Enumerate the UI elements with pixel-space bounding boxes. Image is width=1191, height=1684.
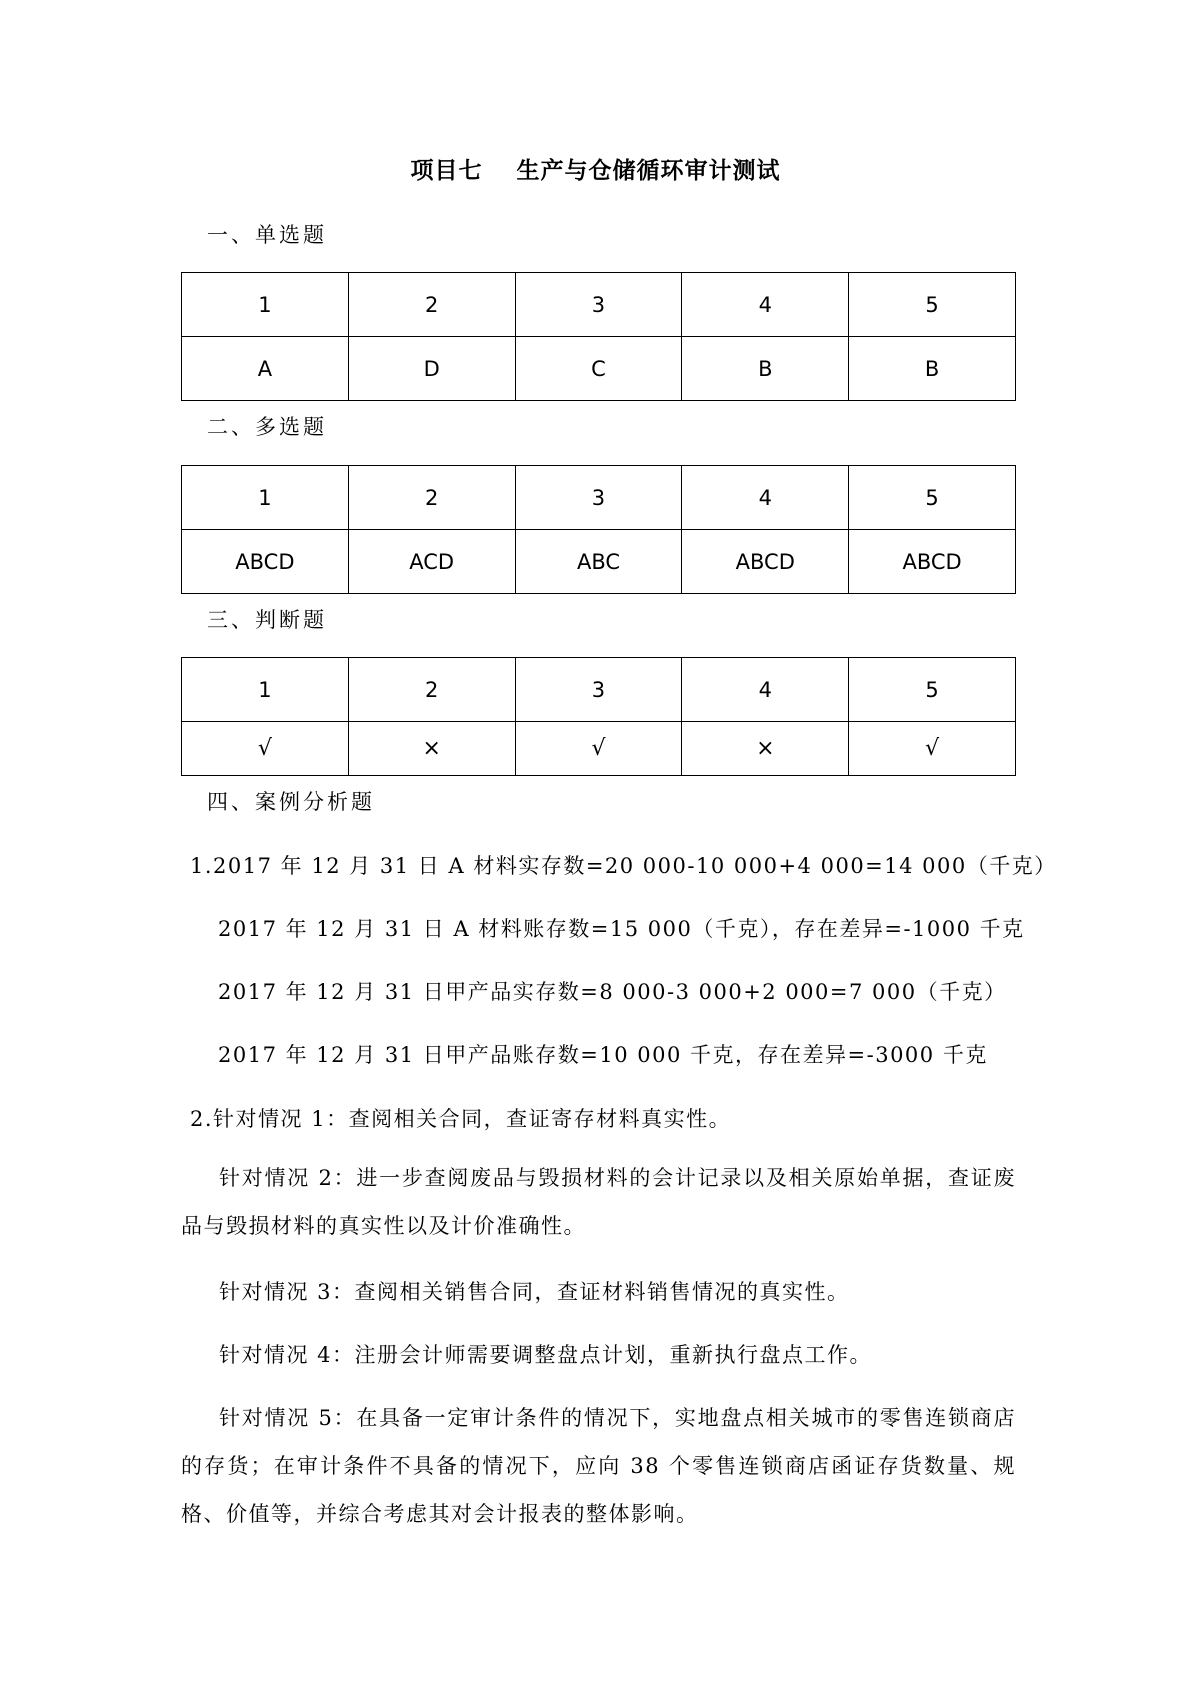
title-project: 项目七 (410, 158, 483, 184)
true-false-table (181, 657, 1016, 776)
table-cell: ABCD (182, 530, 349, 594)
case-q2-line-1: 2.针对情况 1：查阅相关合同，查证寄存材料真实性。 (190, 1107, 732, 1131)
table-cell: 5 (849, 273, 1016, 337)
table-cell: 2 (348, 273, 515, 337)
table-cell: 4 (682, 658, 849, 722)
case-q1-line-4: 2017 年 12 月 31 日甲产品账存数=10 000 千克，存在差异=-3000 千克 (218, 1043, 988, 1067)
check-mark: √ (182, 722, 349, 776)
case-q1-line-1: 1.2017 年 12 月 31 日 A 材料实存数=20 000-10 000+4 000=14 000（千克） (190, 854, 1057, 878)
case-q2-paragraph-4: 针对情况 4：注册会计师需要调整盘点计划，重新执行盘点工作。 (219, 1343, 873, 1367)
case-analysis-heading: 四、案例分析题 (207, 790, 375, 814)
check-mark: √ (515, 722, 682, 776)
table-cell: 3 (515, 273, 682, 337)
table-row-answers (182, 337, 1016, 401)
table-row-numbers (182, 658, 1016, 722)
title-subject: 生产与仓储循环审计测试 (516, 158, 781, 184)
table-cell: 2 (348, 466, 515, 530)
table-cell: ABC (515, 530, 682, 594)
single-choice-heading: 一、单选题 (207, 223, 327, 247)
table-cell: 1 (182, 658, 349, 722)
case-q1-line-3: 2017 年 12 月 31 日甲产品实存数=8 000-3 000+2 000=7 000（千克） (218, 980, 1007, 1004)
case-q2-paragraph-3: 针对情况 3：查阅相关销售合同，查证材料销售情况的真实性。 (219, 1280, 850, 1304)
table-cell: 1 (182, 466, 349, 530)
check-mark: √ (849, 722, 1016, 776)
table-cell: 4 (682, 273, 849, 337)
table-cell: ABCD (682, 530, 849, 594)
table-row-numbers (182, 273, 1016, 337)
case-q2-paragraph-5: 针对情况 5：在具备一定审计条件的情况下，实地盘点相关城市的零售连锁商店的存货；在审计条件不具备的情况下，应向 38 个零售连锁商店函证存货数量、规格、价值等，并综合考虑其对会计报表的整体影响。 (181, 1406, 1016, 1526)
table-cell: B (849, 337, 1016, 401)
table-cell: 3 (515, 658, 682, 722)
table-cell: 5 (849, 658, 1016, 722)
cross-mark: × (348, 722, 515, 776)
single-choice-table (181, 272, 1016, 401)
table-cell: 2 (348, 658, 515, 722)
table-cell: ACD (348, 530, 515, 594)
case-q2-paragraph-2: 针对情况 2：进一步查阅废品与毁损材料的会计记录以及相关原始单据，查证废品与毁损材料的真实性以及计价准确性。 (181, 1166, 1016, 1238)
multiple-choice-heading: 二、多选题 (207, 415, 327, 439)
table-row-numbers (182, 466, 1016, 530)
case-q1-line-2: 2017 年 12 月 31 日 A 材料账存数=15 000（千克），存在差异=-1000 千克 (218, 917, 1025, 941)
table-row-answers (182, 722, 1016, 776)
table-cell: D (348, 337, 515, 401)
table-cell: A (182, 337, 349, 401)
table-cell: 5 (849, 466, 1016, 530)
table-cell: C (515, 337, 682, 401)
page-title (0, 152, 1191, 185)
table-cell: ABCD (849, 530, 1016, 594)
multiple-choice-table (181, 465, 1016, 594)
table-row-answers (182, 530, 1016, 594)
table-cell: 3 (515, 466, 682, 530)
table-cell: B (682, 337, 849, 401)
table-cell: 4 (682, 466, 849, 530)
true-false-heading: 三、判断题 (207, 608, 327, 632)
table-cell: 1 (182, 273, 349, 337)
cross-mark: × (682, 722, 849, 776)
